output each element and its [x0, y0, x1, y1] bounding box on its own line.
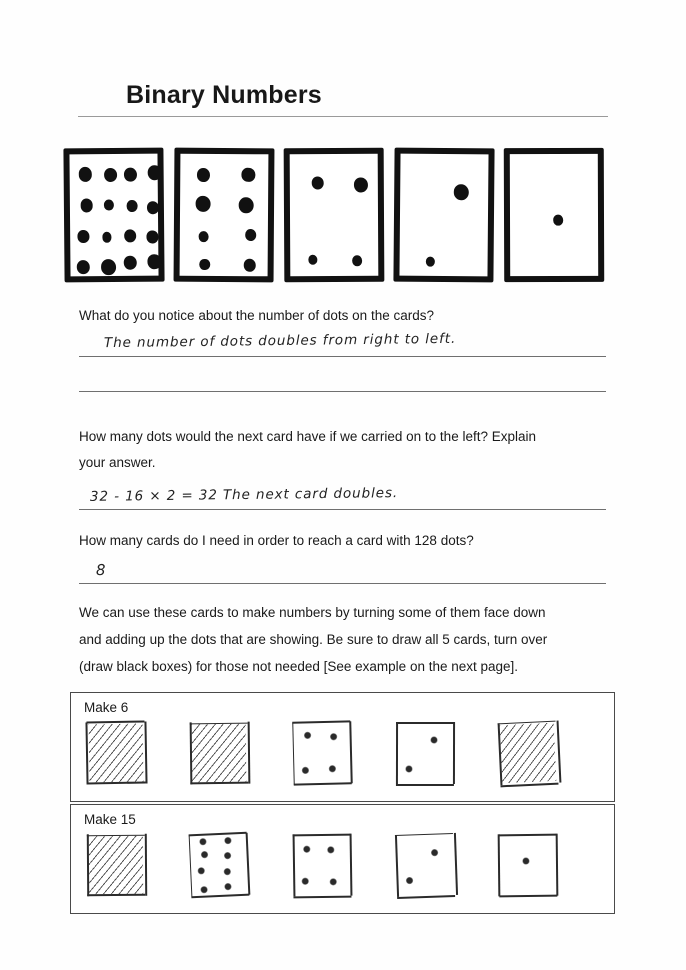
dot-card-8: [174, 148, 275, 283]
instructions-line-3: (draw black boxes) for those not needed [See example on the next page].: [79, 659, 519, 674]
card-edge: [500, 782, 558, 787]
make-card-8[interactable]: [189, 833, 250, 898]
card-edge: [292, 720, 350, 723]
card-edge: [397, 895, 455, 899]
card-dot: [454, 184, 469, 200]
card-edge: [188, 835, 192, 897]
card-edge: [499, 834, 557, 836]
card-dot: [239, 197, 254, 213]
question-1-line-2[interactable]: [79, 391, 606, 392]
card-edge: [556, 834, 559, 896]
question-3-line-1[interactable]: [79, 583, 606, 584]
card-dot: [426, 256, 436, 267]
make-card-dot: [305, 732, 311, 738]
card-edge: [294, 782, 352, 786]
card-edge: [350, 834, 353, 896]
make-card-4[interactable]: [293, 834, 352, 897]
dot-card-1: [504, 148, 604, 282]
make-card-dot: [523, 858, 529, 864]
card-dot: [245, 229, 256, 241]
make-card-dot: [330, 733, 336, 739]
card-edge: [293, 896, 351, 899]
make-task-15-label: Make 15: [84, 812, 136, 827]
card-edge: [556, 721, 561, 783]
question-2-line-1[interactable]: [79, 509, 606, 510]
make-card-4[interactable]: [292, 721, 351, 784]
card-dot: [352, 255, 362, 266]
question-3-answer: 8: [95, 560, 107, 580]
card-dot: [80, 199, 93, 213]
make-task-15: [70, 804, 615, 914]
make-card-16[interactable]: [87, 834, 145, 896]
dot-card-4: [284, 148, 385, 283]
card-hatching: [500, 723, 557, 783]
card-dot: [242, 167, 256, 182]
card-dot: [102, 232, 112, 243]
make-task-6: [70, 692, 615, 802]
make-card-1[interactable]: [499, 834, 558, 897]
card-dot: [127, 200, 138, 212]
card-hatching: [88, 724, 143, 783]
card-dot: [78, 167, 92, 182]
make-task-6-cards: [87, 722, 557, 784]
make-card-dot: [431, 850, 437, 856]
card-edge: [145, 834, 147, 896]
make-card-dot: [201, 886, 207, 892]
card-edge: [396, 784, 454, 786]
make-card-dot: [328, 847, 334, 853]
card-dot: [197, 168, 210, 182]
card-dot: [125, 229, 137, 242]
card-dot: [124, 167, 137, 181]
card-dot: [101, 259, 116, 275]
make-card-dot: [406, 766, 412, 772]
page-title: Binary Numbers: [126, 81, 322, 109]
card-edge: [395, 835, 399, 897]
card-dot: [244, 259, 256, 272]
card-edge: [395, 833, 453, 837]
make-card-dot: [201, 851, 207, 857]
make-card-2[interactable]: [396, 722, 454, 784]
card-dot: [354, 178, 368, 193]
instructions-line-2: and adding up the dots that are showing. Be sure to draw all 5 cards, turn over: [79, 632, 548, 647]
card-dot: [147, 201, 159, 214]
card-dot: [148, 254, 162, 269]
card-edge: [248, 722, 251, 784]
card-dot: [198, 231, 208, 242]
card-dot: [104, 199, 114, 210]
question-2-answer: 32 - 16 × 2 = 32 The next card doubles.: [89, 485, 399, 505]
dot-card-16: [63, 148, 164, 283]
card-edge: [396, 722, 454, 724]
make-card-2[interactable]: [395, 833, 455, 897]
question-2-prompt-line-2: your answer.: [79, 455, 156, 470]
card-dot: [308, 254, 318, 265]
card-dot: [195, 196, 210, 212]
question-1-line-1[interactable]: [79, 356, 606, 357]
card-dot: [124, 256, 137, 270]
card-dot: [78, 230, 90, 243]
make-card-dot: [225, 884, 231, 890]
card-edge: [293, 834, 351, 836]
make-card-dot: [225, 852, 231, 858]
make-card-16[interactable]: [86, 721, 145, 784]
card-dot: [553, 215, 563, 226]
card-dot: [147, 165, 161, 180]
card-dot: [200, 259, 211, 271]
card-edge: [453, 722, 455, 784]
make-card-dot: [330, 878, 336, 884]
make-card-dot: [431, 737, 437, 743]
make-card-dot: [329, 766, 335, 772]
make-card-dot: [302, 768, 308, 774]
card-edge: [499, 895, 557, 898]
card-edge: [191, 893, 249, 898]
question-3-prompt: How many cards do I need in order to reach a card with 128 dots?: [79, 533, 474, 548]
make-task-15-cards: [87, 834, 557, 896]
make-card-8[interactable]: [190, 722, 249, 785]
make-card-1[interactable]: [498, 721, 559, 786]
card-dot: [77, 260, 90, 274]
card-hatching: [192, 724, 247, 783]
card-edge: [189, 832, 247, 836]
card-hatching: [89, 836, 143, 894]
card-dot: [147, 231, 159, 244]
card-edge: [246, 833, 251, 895]
make-card-dot: [224, 869, 230, 875]
card-edge: [292, 834, 294, 896]
card-dot: [104, 168, 117, 182]
title-divider: [78, 116, 608, 117]
question-1-prompt: What do you notice about the number of dots on the cards?: [79, 308, 434, 323]
card-edge: [349, 721, 352, 783]
card-edge: [453, 833, 457, 895]
question-2-prompt-line-1: How many dots would the next card have if we carried on to the left? Explain: [79, 429, 536, 444]
card-edge: [396, 722, 398, 784]
card-dot: [311, 177, 323, 190]
card-edge: [292, 723, 295, 785]
make-card-dot: [302, 878, 308, 884]
instructions-line-1: We can use these cards to make numbers by turning some of them face down: [79, 605, 546, 620]
make-card-dot: [304, 846, 310, 852]
make-card-dot: [406, 877, 412, 883]
card-edge: [145, 721, 148, 783]
printed-cards-row: [64, 148, 620, 288]
dot-card-2: [393, 148, 494, 283]
question-1-answer: The number of dots doubles from right to left.: [103, 330, 457, 352]
card-edge: [498, 834, 500, 896]
make-card-dot: [198, 868, 204, 874]
make-card-dot: [200, 839, 206, 845]
make-card-dot: [225, 837, 231, 843]
title-block: [78, 82, 608, 117]
make-task-6-label: Make 6: [84, 700, 129, 715]
